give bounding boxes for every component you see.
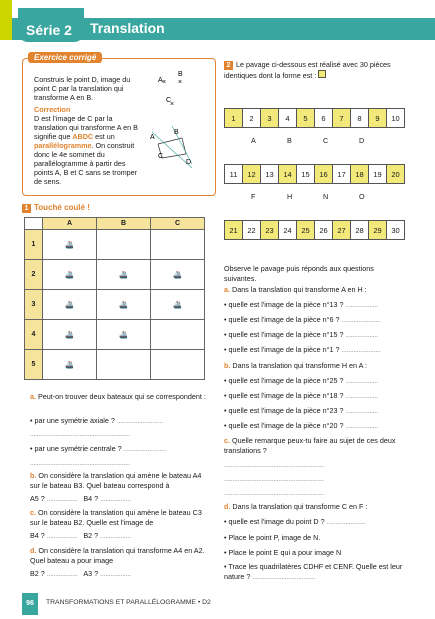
exercise1-number: 1 xyxy=(22,204,31,213)
row-header: 3 xyxy=(25,290,43,320)
tile: 2 xyxy=(242,108,261,128)
exercise2-b-item[interactable]: • quelle est l'image de la pièce n°23 ? ................... xyxy=(224,406,378,415)
col-header: B xyxy=(97,218,151,230)
fig-label-a2: A xyxy=(150,134,155,141)
battleship-grid xyxy=(24,217,205,380)
tile: 1 xyxy=(224,108,243,128)
correction-heading: Correction xyxy=(34,105,71,114)
tile: 12 xyxy=(242,164,261,184)
footer-text: TRANSFORMATIONS ET PARALLÉLOGRAMME • D2 xyxy=(46,599,211,606)
tile: 13 xyxy=(260,164,279,184)
correction-body: D est l'image de C par la translation qui transforme A en B signifie que ABDC est un parallélogramme. On construit donc le 4e sommet du parallélogramme à partir des points A, B et C sans se tromper de sens. xyxy=(34,114,138,186)
boat-icon: 🚢 xyxy=(119,301,128,309)
svg-text:×: × xyxy=(170,101,175,108)
exercise1-title: 1 Touché coulé ! xyxy=(22,203,90,213)
row-header: 4 xyxy=(25,320,43,350)
tile: 26 xyxy=(314,220,333,240)
serie-badge xyxy=(18,8,84,42)
row-header: 2 xyxy=(25,260,43,290)
point-label: C xyxy=(323,136,329,145)
exercise1-b-items[interactable]: A5 ? .................. B4 ? .................. xyxy=(30,494,131,503)
tile: 10 xyxy=(386,108,405,128)
row-header: 1 xyxy=(25,230,43,260)
fig-label-a1: A xyxy=(158,77,163,84)
tile: 28 xyxy=(350,220,369,240)
point-label: H xyxy=(287,192,293,201)
exercise2-a-item[interactable]: • quelle est l'image de la pièce n°13 ? ................... xyxy=(224,300,378,309)
fig-label-c2: C xyxy=(158,153,164,160)
tile: 11 xyxy=(224,164,243,184)
point-label: F xyxy=(251,192,256,201)
exercise1-c-items[interactable]: B4 ? .................. B2 ? .................. xyxy=(30,531,131,540)
exercise1-a1[interactable]: • par une symétrie axiale ? ........................... xyxy=(30,416,163,425)
boat-icon: 🚢 xyxy=(65,361,74,369)
boat-icon: 🚢 xyxy=(173,301,182,309)
tile: 24 xyxy=(278,220,297,240)
header-tab xyxy=(0,0,12,40)
tile: 23 xyxy=(260,220,279,240)
exercise2-d-item[interactable]: • Trace les quadrilatères CDHF et CENF. Quelle est leur nature ? ..................................... xyxy=(224,562,403,581)
tile: 29 xyxy=(368,220,387,240)
tile: 4 xyxy=(278,108,297,128)
point-label: O xyxy=(359,192,365,201)
exercise1-d: d. On considère la translation qui transforme A4 en A2. Quel bateau a pour image xyxy=(30,546,205,565)
tile: 6 xyxy=(314,108,333,128)
col-header: C xyxy=(151,218,205,230)
exercise1-d-items[interactable]: B2 ? .................. A3 ? .................. xyxy=(30,569,131,578)
answer-line[interactable]: ........................................................... xyxy=(224,474,325,483)
boat-icon: 🚢 xyxy=(119,331,128,339)
boat-icon: 🚢 xyxy=(173,271,182,279)
tile: 18 xyxy=(350,164,369,184)
exercise2-a: a. Dans la translation qui transforme A en H : xyxy=(224,285,367,294)
fig-label-b2: B xyxy=(174,129,179,136)
exercise1-b: b. On considère la translation qui amène le bateau A4 sur le bateau B3. Quel bateau correspond à xyxy=(30,471,202,490)
fig-label-d2: D xyxy=(186,159,192,166)
svg-text:×: × xyxy=(162,79,167,86)
tile: 3 xyxy=(260,108,279,128)
exercise2-b-item[interactable]: • quelle est l'image de la pièce n°25 ? ................... xyxy=(224,376,378,385)
tile: 25 xyxy=(296,220,315,240)
exercise2-b: b. Dans la translation qui transforme H en A : xyxy=(224,361,368,370)
exercise2-a-item[interactable]: • quelle est l'image de la pièce n°1 ? ....................... xyxy=(224,345,381,354)
exercise2-a-item[interactable]: • quelle est l'image de la pièce n°15 ? ................... xyxy=(224,330,378,339)
exercise2-a-item[interactable]: • quelle est l'image de la pièce n°6 ? ....................... xyxy=(224,315,381,324)
tile: 8 xyxy=(350,108,369,128)
tile: 5 xyxy=(296,108,315,128)
answer-line[interactable]: ........................................................... xyxy=(30,429,131,438)
answer-line[interactable]: ........................................................... xyxy=(224,460,325,469)
boat-icon: 🚢 xyxy=(65,271,74,279)
correction-label: Exercice corrigé xyxy=(28,52,102,63)
exercise2-observe: Observe le pavage puis réponds aux questions suivantes. xyxy=(224,264,374,283)
exercise2-b-item[interactable]: • quelle est l'image de la pièce n°20 ? ................... xyxy=(224,421,378,430)
exercise2-d: d. Dans la translation qui transforme C en F : xyxy=(224,502,368,511)
pavage xyxy=(224,108,404,248)
svg-text:×: × xyxy=(178,79,183,86)
exercise2-d-item: • Place le point P, image de N. xyxy=(224,533,321,542)
point-label: N xyxy=(323,192,329,201)
correction-text xyxy=(34,75,144,186)
point-label: A xyxy=(251,136,256,145)
tile: 20 xyxy=(386,164,405,184)
boat-icon: 🚢 xyxy=(119,271,128,279)
tile: 7 xyxy=(332,108,351,128)
tile: 19 xyxy=(368,164,387,184)
col-header: A xyxy=(43,218,97,230)
tile: 16 xyxy=(314,164,333,184)
correction-figure xyxy=(148,68,214,178)
tile: 30 xyxy=(386,220,405,240)
answer-line[interactable]: ........................................................... xyxy=(224,488,325,497)
row-header: 5 xyxy=(25,350,43,380)
fig-label-c1: C xyxy=(166,97,172,104)
tile: 22 xyxy=(242,220,261,240)
point-label: B xyxy=(287,136,292,145)
serie-label: Série 2 xyxy=(26,22,72,38)
exercise1-c: c. On considère la translation qui amène le bateau C3 sur le bateau B2. Quelle est l'image de xyxy=(30,508,202,527)
tile: 27 xyxy=(332,220,351,240)
tile: 21 xyxy=(224,220,243,240)
tile: 14 xyxy=(278,164,297,184)
fig-label-b1: B xyxy=(178,71,183,78)
boat-icon: 🚢 xyxy=(65,331,74,339)
exercise1-a2[interactable]: • par une symétrie centrale ? ......................... xyxy=(30,444,167,453)
page-title: Translation xyxy=(90,20,165,36)
exercise2-d-item[interactable]: • quelle est l'image du point D ? ....................... xyxy=(224,517,366,526)
correction-statement: Construis le point D, image du point C par la translation qui transforme A en B. xyxy=(34,75,131,102)
exercise2-intro: 2 Le pavage ci-dessous est réalisé avec 30 pièces identiques dont la forme est : xyxy=(224,60,391,80)
tile: 17 xyxy=(332,164,351,184)
answer-line[interactable]: ........................................................... xyxy=(30,458,131,467)
tile: 9 xyxy=(368,108,387,128)
exercise2-b-item[interactable]: • quelle est l'image de la pièce n°18 ? ................... xyxy=(224,391,378,400)
exercise2-d-item: • Place le point E qui a pour image N xyxy=(224,548,342,557)
tile: 15 xyxy=(296,164,315,184)
piece-shape-icon xyxy=(318,70,326,78)
exercise1-a: a. Peut-on trouver deux bateaux qui se correspondent : xyxy=(30,392,206,401)
exercise2-c: c. Quelle remarque peux-tu faire au sujet de ces deux translations ? xyxy=(224,436,396,455)
boat-icon: 🚢 xyxy=(65,301,74,309)
boat-icon: 🚢 xyxy=(65,241,74,249)
point-label: D xyxy=(359,136,365,145)
page-number: 96 xyxy=(22,593,38,615)
